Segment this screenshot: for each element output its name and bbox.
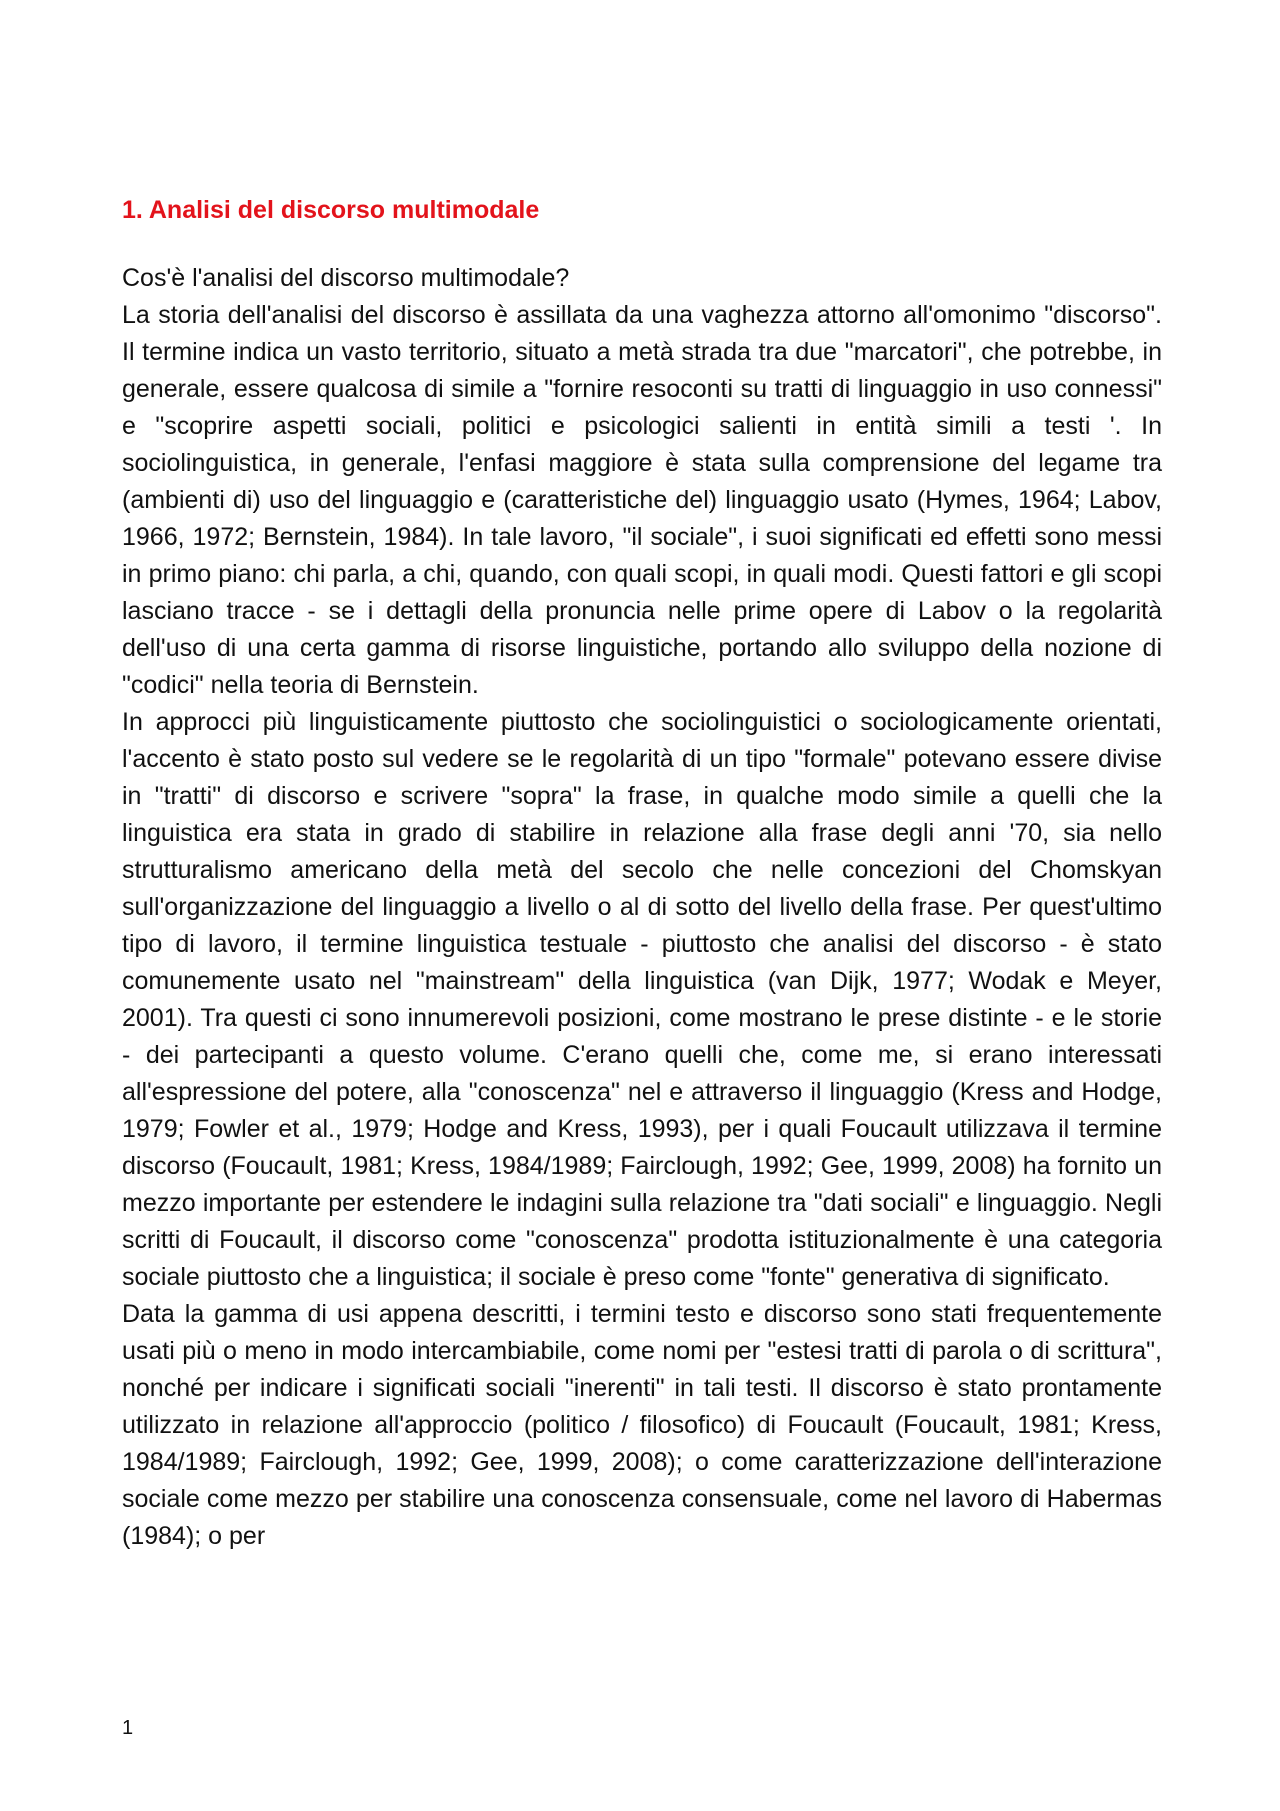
section-question: Cos'è l'analisi del discorso multimodale?	[122, 264, 570, 292]
document-page	[122, 190, 1162, 1555]
body-paragraph-1: La storia dell'analisi del discorso è assillata da una vaghezza attorno all'omonimo "discorso". Il termine indica un vasto territorio, situato a metà strada tra due "marcatori", che potrebbe, in generale, essere qualcosa di simile a "fornire resoconti su tratti di linguaggio in uso connessi" e "scoprire aspetti sociali, politici e psicologici salienti in entità simili a testi '. In sociolinguistica, in generale, l'enfasi maggiore è stata sulla comprensione del legame tra (ambienti di) uso del linguaggio e (caratteristiche del) linguaggio usato (Hymes, 1964; Labov, 1966, 1972; Bernstein, 1984). In tale lavoro, "il sociale", i suoi significati ed effetti sono messi in primo piano: chi parla, a chi, quando, con quali scopi, in quali modi. Questi fattori e gli scopi lasciano tracce - se i dettagli della pronuncia nelle prime opere di Labov o la regolarità dell'uso di una certa gamma di risorse linguistiche, portando allo sviluppo della nozione di "codici" nella teoria di Bernstein.	[122, 301, 1162, 699]
body-paragraph-2: In approcci più linguisticamente piuttosto che sociolinguistici o sociologicamente orientati, l'accento è stato posto sul vedere se le regolarità di un tipo "formale" potevano essere divise in "tratti" di discorso e scrivere "sopra" la frase, in qualche modo simile a quelli che la linguistica era stata in grado di stabilire in relazione alla frase degli anni '70, sia nello strutturalismo americano della metà del secolo che nelle concezioni del Chomskyan sull'organizzazione del linguaggio a livello o al di sotto del livello della frase. Per quest'ultimo tipo di lavoro, il termine linguistica testuale - piuttosto che analisi del discorso - è stato comunemente usato nel "mainstream" della linguistica (van Dijk, 1977; Wodak e Meyer, 2001). Tra questi ci sono innumerevoli posizioni, come mostrano le prese distinte - e le storie - dei partecipanti a questo volume. C'erano quelli che, come me, si erano interessati all'espressione del potere, alla "conoscenza" nel e attraverso il linguaggio (Kress and Hodge, 1979; Fowler et al., 1979; Hodge and Kress, 1993), per i quali Foucault utilizzava il termine discorso (Foucault, 1981; Kress, 1984/1989; Fairclough, 1992; Gee, 1999, 2008) ha fornito un mezzo importante per estendere le indagini sulla relazione tra "dati sociali" e linguaggio. Negli scritti di Foucault, il discorso come "conoscenza" prodotta istituzionalmente è una categoria sociale piuttosto che a linguistica; il sociale è preso come "fonte" generativa di significato.	[122, 708, 1162, 1291]
page-number: 1	[122, 1717, 134, 1739]
section-heading: 1. Analisi del discorso multimodale	[122, 196, 540, 224]
body-paragraph-3: Data la gamma di usi appena descritti, i termini testo e discorso sono stati frequentemente usati più o meno in modo intercambiabile, come nomi per "estesi tratti di parola o di scrittura", nonché per indicare i significati sociali "inerenti" in tali testi. Il discorso è stato prontamente utilizzato in relazione all'approccio (politico / filosofico) di Foucault (Foucault, 1981; Kress, 1984/1989; Fairclough, 1992; Gee, 1999, 2008); o come caratterizzazione dell'interazione sociale come mezzo per stabilire una conoscenza consensuale, come nel lavoro di Habermas (1984); o per	[122, 1300, 1162, 1550]
